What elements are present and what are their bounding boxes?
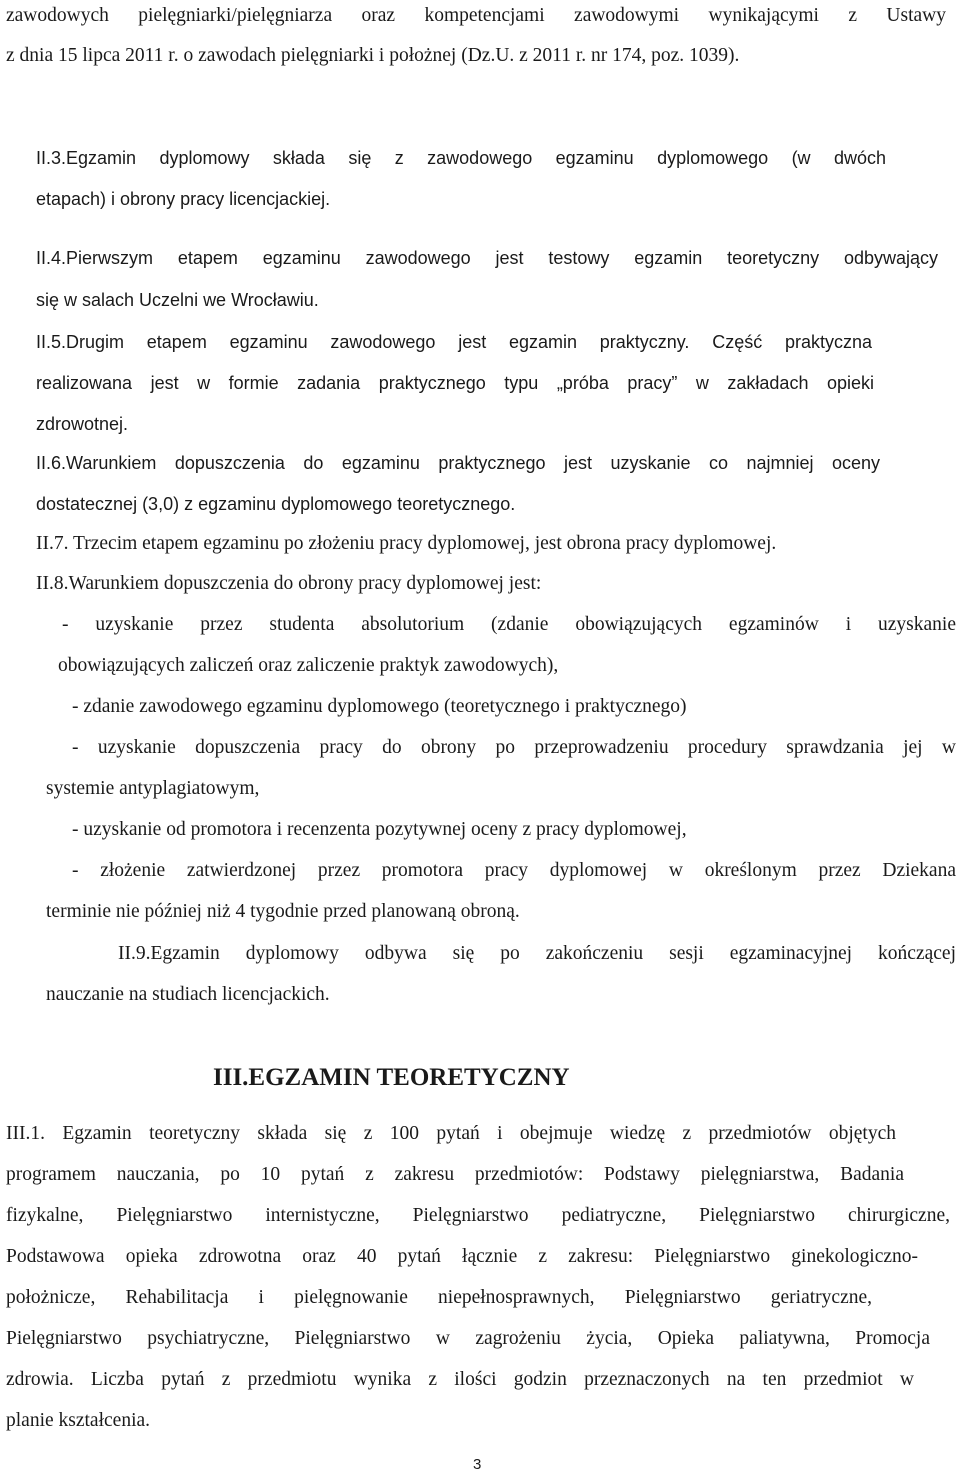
text-line: terminie nie później niż 4 tygodnie przed planowaną obroną.: [46, 901, 520, 922]
text-line: zdrowia. Liczba pytań z przedmiotu wynika z ilości godzin przeznaczonych na ten przedmiot w: [6, 1369, 914, 1390]
text-line: Podstawowa opieka zdrowotna oraz 40 pytań łącznie z zakresu: Pielęgniarstwo ginekologiczno-: [6, 1246, 918, 1267]
text-line: zawodowych pielęgniarki/pielęgniarza oraz kompetencjami zawodowymi wynikającymi z Ustawy: [6, 5, 946, 26]
text-line: II.6.Warunkiem dopuszczenia do egzaminu praktycznego jest uzyskanie co najmniej oceny: [36, 453, 880, 473]
text-line: się w salach Uczelni we Wrocławiu.: [36, 290, 319, 310]
text-line: zdrowotnej.: [36, 414, 129, 434]
text-line: III.1. Egzamin teoretyczny składa się z 100 pytań i obejmuje wiedzę z przedmiotów objętych: [6, 1123, 896, 1144]
text-line: II.5.Drugim etapem egzaminu zawodowego jest egzamin praktyczny. Część praktyczna: [36, 332, 872, 352]
text-line: etapach) i obrony pracy licencjackiej.: [36, 189, 331, 209]
text-line: fizykalne, Pielęgniarstwo internistyczne, Pielęgniarstwo pediatryczne, Pielęgniarstwo chirurgiczne,: [6, 1205, 950, 1226]
text-line: - złożenie zatwierdzonej przez promotora pracy dyplomowej w określonym przez Dziekana: [72, 860, 956, 881]
text-line: Pielęgniarstwo psychiatryczne, Pielęgniarstwo w zagrożeniu życia, Opieka paliatywna, Promocja: [6, 1328, 930, 1349]
text-line: nauczanie na studiach licencjackich.: [46, 984, 330, 1005]
text-line: z dnia 15 lipca 2011 r. o zawodach pielęgniarki i położnej (Dz.U. z 2011 r. nr 174, poz. 1039).: [6, 45, 740, 66]
text-line: - uzyskanie dopuszczenia pracy do obrony po przeprowadzeniu procedury sprawdzania jej w: [72, 737, 956, 758]
text-line: realizowana jest w formie zadania praktycznego typu „próba pracy” w zakładach opieki: [36, 373, 874, 393]
text-line: systemie antyplagiatowym,: [46, 778, 260, 799]
text-line: II.7. Trzecim etapem egzaminu po złożeniu pracy dyplomowej, jest obrona pracy dyplomowej.: [36, 533, 777, 554]
text-line: programem nauczania, po 10 pytań z zakresu przedmiotów: Podstawy pielęgniarstwa, Badania: [6, 1164, 904, 1185]
text-line: planie kształcenia.: [6, 1410, 151, 1431]
text-line: - zdanie zawodowego egzaminu dyplomowego (teoretycznego i praktycznego): [72, 696, 687, 717]
text-line: położnicze, Rehabilitacja i pielęgnowanie niepełnosprawnych, Pielęgniarstwo geriatryczne,: [6, 1287, 872, 1308]
text-line: II.3.Egzamin dyplomowy składa się z zawodowego egzaminu dyplomowego (w dwóch: [36, 148, 886, 168]
text-line: II.4.Pierwszym etapem egzaminu zawodowego jest testowy egzamin teoretyczny odbywający: [36, 248, 938, 268]
text-line: obowiązujących zaliczeń oraz zaliczenie praktyk zawodowych),: [58, 655, 559, 676]
text-line: dostatecznej (3,0) z egzaminu dyplomowego teoretycznego.: [36, 494, 516, 514]
section-heading: III.EGZAMIN TEORETYCZNY: [213, 1064, 570, 1091]
page-number: 3: [473, 1456, 482, 1473]
text-line: II.8.Warunkiem dopuszczenia do obrony pracy dyplomowej jest:: [36, 573, 542, 594]
text-line: - uzyskanie przez studenta absolutorium (zdanie obowiązujących egzaminów i uzyskanie: [62, 614, 956, 635]
text-line: - uzyskanie od promotora i recenzenta pozytywnej oceny z pracy dyplomowej,: [72, 819, 687, 840]
text-line: II.9.Egzamin dyplomowy odbywa się po zakończeniu sesji egzaminacyjnej kończącej: [118, 943, 956, 964]
